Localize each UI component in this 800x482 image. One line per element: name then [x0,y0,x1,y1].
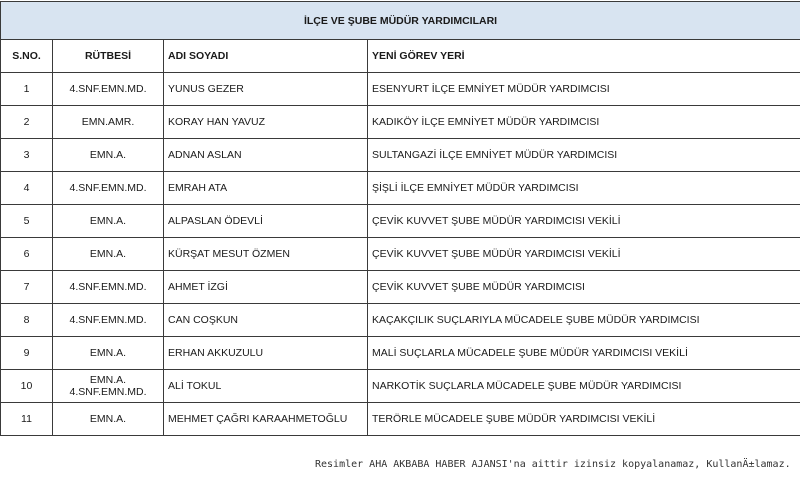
column-header-name: ADI SOYADI [164,40,368,73]
column-header-no: S.NO. [1,40,53,73]
cell-name: ERHAN AKKUZULU [164,337,368,370]
cell-post: SULTANGAZİ İLÇE EMNİYET MÜDÜR YARDIMCISI [368,139,800,172]
cell-no: 7 [1,271,53,304]
cell-rank [53,271,164,304]
cell-name: AHMET İZGİ [164,271,368,304]
table-row [1,106,800,139]
rank-line: 4.SNF.EMN.MD. [69,386,147,398]
cell-name: KORAY HAN YAVUZ [164,106,368,139]
cell-rank [53,172,164,205]
cell-name: KÜRŞAT MESUT ÖZMEN [164,238,368,271]
cell-post: TERÖRLE MÜCADELE ŞUBE MÜDÜR YARDIMCISI VEKİLİ [368,403,800,436]
table-title: İLÇE VE ŞUBE MÜDÜR YARDIMCILARI [1,2,800,40]
table-row [1,205,800,238]
table-row [1,271,800,304]
cell-no: 10 [1,370,53,403]
table-row [1,172,800,205]
cell-rank [53,370,164,403]
cell-post: MALİ SUÇLARLA MÜCADELE ŞUBE MÜDÜR YARDIMCISI VEKİLİ [368,337,800,370]
cell-rank [53,238,164,271]
column-header-post: YENİ GÖREV YERİ [368,40,800,73]
rank-line: 4.SNF.EMN.MD. [69,83,147,95]
cell-name: MEHMET ÇAĞRI KARAAHMETOĞLU [164,403,368,436]
cell-name: YUNUS GEZER [164,73,368,106]
rank-line: EMN.A. [89,149,127,161]
cell-post: ÇEVİK KUVVET ŞUBE MÜDÜR YARDIMCISI VEKİLİ [368,205,800,238]
rank-line: EMN.A. [89,215,127,227]
column-header-rank: RÜTBESİ [53,40,164,73]
table-row [1,370,800,403]
rank-line: EMN.A. [89,374,127,386]
cell-rank [53,304,164,337]
cell-post: NARKOTİK SUÇLARLA MÜCADELE ŞUBE MÜDÜR YARDIMCISI [368,370,800,403]
table-row [1,139,800,172]
cell-rank [53,106,164,139]
table-row [1,238,800,271]
cell-rank [53,403,164,436]
copyright-watermark: Resimler AHA AKBABA HABER AJANSI'na aittir izinsiz kopyalanamaz, KullanÄ±lamaz. [315,459,791,470]
cell-no: 5 [1,205,53,238]
cell-name: EMRAH ATA [164,172,368,205]
cell-no: 4 [1,172,53,205]
cell-post: KAÇAKÇILIK SUÇLARIYLA MÜCADELE ŞUBE MÜDÜR YARDIMCISI [368,304,800,337]
appointments-table [0,1,800,436]
cell-no: 2 [1,106,53,139]
table-row [1,337,800,370]
table-row [1,73,800,106]
cell-post: ESENYURT İLÇE EMNİYET MÜDÜR YARDIMCISI [368,73,800,106]
rank-line: EMN.A. [89,248,127,260]
cell-no: 8 [1,304,53,337]
cell-post: ÇEVİK KUVVET ŞUBE MÜDÜR YARDIMCISI VEKİLİ [368,238,800,271]
table-header-row [1,40,800,73]
cell-post: KADIKÖY İLÇE EMNİYET MÜDÜR YARDIMCISI [368,106,800,139]
cell-name: CAN COŞKUN [164,304,368,337]
cell-post: ŞİŞLİ İLÇE EMNİYET MÜDÜR YARDIMCISI [368,172,800,205]
cell-no: 1 [1,73,53,106]
rank-line: EMN.A. [89,347,127,359]
rank-line: EMN.A. [89,413,127,425]
cell-name: ADNAN ASLAN [164,139,368,172]
cell-no: 11 [1,403,53,436]
cell-post: ÇEVİK KUVVET ŞUBE MÜDÜR YARDIMCISI [368,271,800,304]
cell-rank [53,205,164,238]
rank-line: EMN.AMR. [81,116,135,128]
rank-line: 4.SNF.EMN.MD. [69,281,147,293]
cell-no: 6 [1,238,53,271]
cell-name: ALPASLAN ÖDEVLİ [164,205,368,238]
cell-rank [53,139,164,172]
rank-line: 4.SNF.EMN.MD. [69,314,147,326]
cell-no: 9 [1,337,53,370]
table-row [1,304,800,337]
table-row [1,403,800,436]
cell-rank [53,337,164,370]
rank-line: 4.SNF.EMN.MD. [69,182,147,194]
cell-name: ALİ TOKUL [164,370,368,403]
cell-rank [53,73,164,106]
cell-no: 3 [1,139,53,172]
table-title-row [1,2,800,40]
